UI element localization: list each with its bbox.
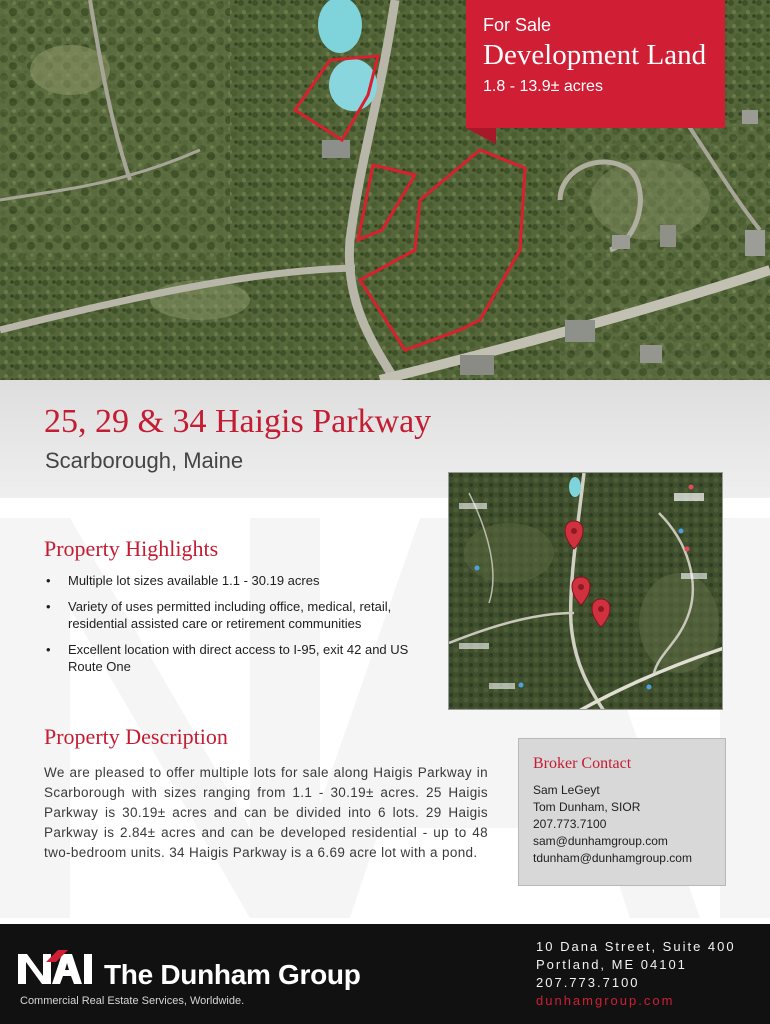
broker-heading: Broker Contact	[533, 755, 632, 772]
footer-address-line: Portland, ME 04101	[536, 957, 687, 972]
list-item: • Variety of uses permitted including office, medical, retail, residential assisted care or retirement communities	[46, 599, 392, 631]
broker-email[interactable]: tdunham@dunhamgroup.com	[533, 851, 692, 865]
for-sale-badge	[466, 0, 725, 128]
nai-logo-icon	[18, 948, 98, 988]
footer-website-link[interactable]: dunhamgroup.com	[536, 993, 675, 1008]
highlights-list	[44, 572, 436, 684]
list-item: • Multiple lot sizes available 1.1 - 30.19 acres	[46, 573, 320, 588]
footer-address-line: 10 Dana Street, Suite 400	[536, 939, 736, 954]
sale-tag: For Sale	[483, 15, 552, 35]
highlight-text: Excellent location with direct access to I-95, exit 42 and US Route One	[68, 642, 409, 674]
highlight-text: Multiple lot sizes available 1.1 - 30.19 acres	[68, 573, 320, 588]
broker-name: Sam LeGeyt	[533, 783, 600, 797]
company-tagline: Commercial Real Estate Services, Worldwide.	[20, 995, 245, 1007]
footer-phone[interactable]: 207.773.7100	[536, 975, 640, 990]
broker-name: Tom Dunham, SIOR	[533, 800, 641, 814]
list-item: • Excellent location with direct access to I-95, exit 42 and US Route One	[46, 642, 409, 674]
highlight-text: Variety of uses permitted including office, medical, retail, residential assisted care or retirement communities	[68, 599, 392, 631]
sale-title: Development Land	[483, 39, 707, 71]
broker-phone[interactable]: 207.773.7100	[533, 817, 607, 831]
description-heading: Property Description	[44, 724, 228, 749]
footer	[0, 924, 770, 1024]
description-text: We are pleased to offer multiple lots for sale along Haigis Parkway in Scarborough with sizes ranging from 1.1 - 30.19± acres. 25 Haigis Parkway is 30.19± acres and can be divided into 6 lots. 29 Haigis Parkway is 2.84± acres and can be developed residential - up to 48 two-bedroom units. 34 Haigis Parkway is a 6.69 acre lot with a pond.	[44, 765, 488, 860]
sale-acres: 1.8 - 13.9± acres	[483, 78, 603, 95]
property-city: Scarborough, Maine	[45, 448, 244, 473]
highlights-heading: Property Highlights	[44, 536, 219, 561]
footer-contact	[536, 938, 736, 1010]
company-name: The Dunham Group	[104, 959, 361, 990]
location-map	[448, 472, 723, 710]
broker-email[interactable]: sam@dunhamgroup.com	[533, 834, 668, 848]
broker-contact	[518, 738, 726, 886]
property-address: 25, 29 & 34 Haigis Parkway	[44, 403, 432, 440]
